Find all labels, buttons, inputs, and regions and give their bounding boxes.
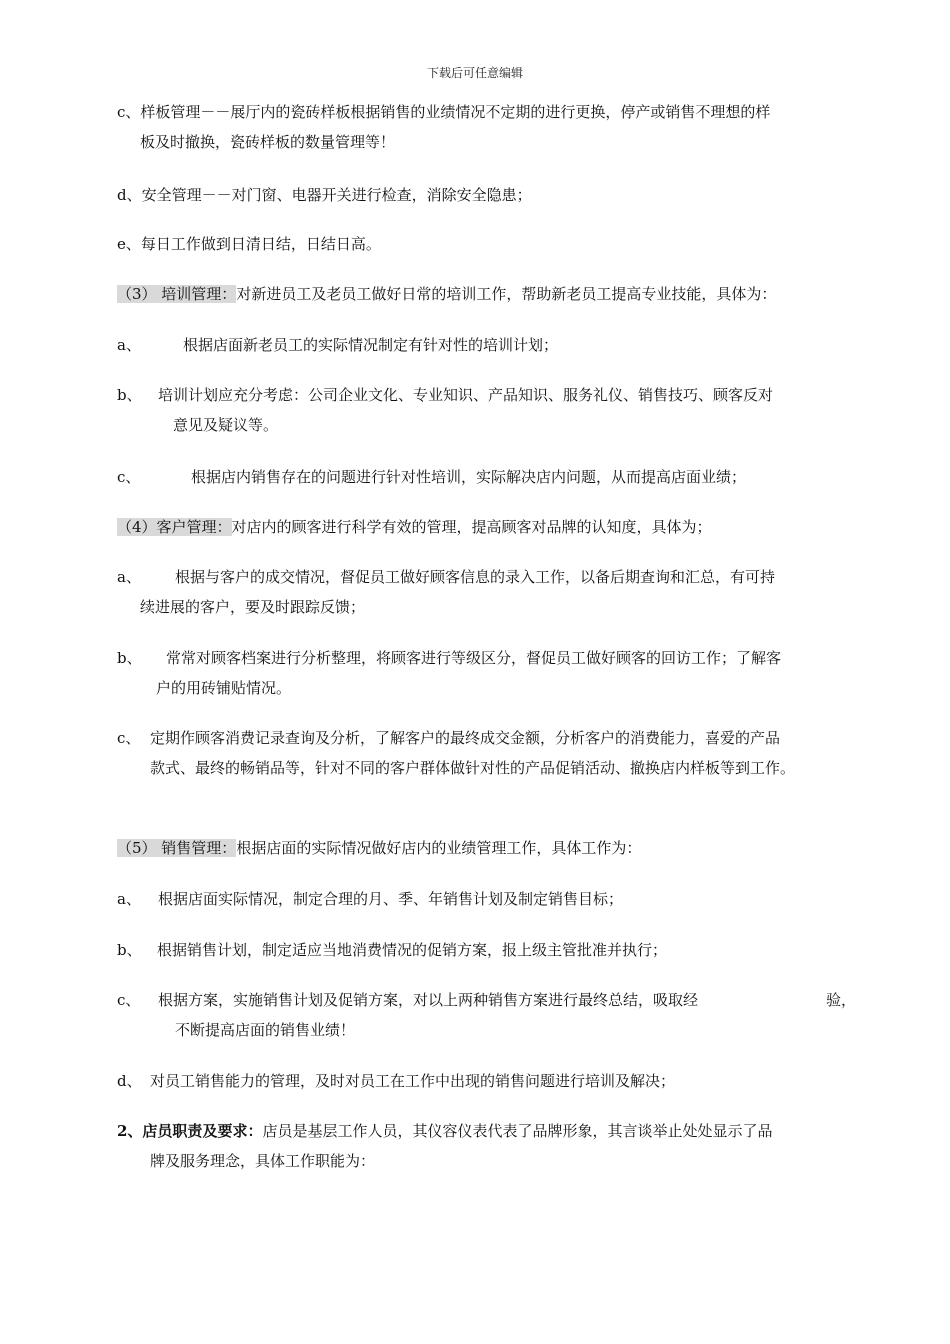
- list-item-cont: 意见及疑议等。: [173, 416, 279, 434]
- item-sample-management: [117, 97, 770, 127]
- list-marker: a、: [117, 890, 141, 908]
- section-customer: [117, 512, 712, 542]
- list-item-cont: 不断提高店面的销售业绩！: [175, 1021, 356, 1039]
- list-marker: c、: [117, 468, 141, 486]
- section-heading: （5） 销售管理：: [117, 839, 237, 857]
- section-text: 店员是基层工作人员，其仪容仪表代表了品牌形象，其言谈举止处处显示了品: [262, 1122, 773, 1140]
- section-text: 对店内的顾客进行科学有效的管理，提高顾客对品牌的认知度，具体为；: [231, 518, 712, 536]
- list-item: 培训计划应充分考虑：公司企业文化、专业知识、产品知识、服务礼仪、销售技巧、顾客反对: [158, 386, 774, 404]
- list-marker: b、: [117, 941, 142, 959]
- line: d、安全管理－－对门窗、电器开关进行检查，消除安全隐患；: [117, 186, 532, 204]
- item-daily-work: [117, 229, 381, 259]
- section-text: 根据店面的实际情况做好店内的业绩管理工作，具体工作为：: [236, 839, 642, 857]
- page-header: 下载后可任意编辑: [426, 66, 523, 80]
- list-item-tail: 验，: [826, 991, 857, 1009]
- list-marker: c、: [117, 729, 141, 747]
- list-item: 根据店面实际情况，制定合理的月、季、年销售计划及制定销售目标；: [158, 890, 624, 908]
- line: e、每日工作做到日清日结，日结日高。: [117, 235, 381, 253]
- list-marker: d、: [117, 1072, 142, 1090]
- list-item: 定期作顾客消费记录查询及分析，了解客户的最终成交金额，分析客户的消费能力，喜爱的产品: [150, 729, 781, 747]
- item-sample-management-cont: [140, 127, 395, 157]
- section-heading: （4）客户管理：: [117, 518, 232, 536]
- line: 板及时撤换，瓷砖样板的数量管理等！: [140, 133, 396, 151]
- list-item: 根据方案，实施销售计划及促销方案，对以上两种销售方案进行最终总结，吸取经: [158, 991, 699, 1009]
- list-item: 根据销售计划，制定适应当地消费情况的促销方案，报上级主管批准并执行；: [157, 941, 668, 959]
- list-item: 根据店面新老员工的实际情况制定有针对性的培训计划；: [183, 336, 559, 354]
- list-marker: b、: [117, 386, 142, 404]
- list-marker: b、: [117, 649, 142, 667]
- list-item: 对员工销售能力的管理，及时对员工在工作中出现的销售问题进行培训及解决；: [150, 1072, 676, 1090]
- section-sales: [117, 833, 641, 863]
- list-item: 根据与客户的成交情况，督促员工做好顾客信息的录入工作，以备后期查询和汇总，有可持: [175, 568, 776, 586]
- list-marker: a、: [117, 568, 141, 586]
- section-heading: （3） 培训管理：: [117, 285, 237, 303]
- line: c、样板管理－－展厅内的瓷砖样板根据销售的业绩情况不定期的进行更换，停产或销售不理想的样: [117, 103, 771, 121]
- list-item: 根据店内销售存在的问题进行针对性培训，实际解决店内问题，从而提高店面业绩；: [191, 468, 747, 486]
- list-item-cont: 续进展的客户，要及时跟踪反馈；: [140, 598, 366, 616]
- list-item-cont: 户的用砖铺贴情况。: [156, 679, 292, 697]
- item-safety-management: [117, 180, 532, 210]
- section-training: [117, 279, 776, 309]
- section-clerk-duties: [117, 1116, 772, 1146]
- list-marker: c、: [117, 991, 141, 1009]
- section-text-cont: 牌及服务理念，具体工作职能为：: [150, 1152, 376, 1170]
- list-item-cont: 款式、最终的畅销品等，针对不同的客户群体做针对性的产品促销活动、撤换店内样板等到工作。: [150, 759, 796, 777]
- list-marker: a、: [117, 336, 141, 354]
- section-text: 对新进员工及老员工做好日常的培训工作，帮助新老员工提高专业技能，具体为：: [236, 285, 777, 303]
- list-item: 常常对顾客档案进行分析整理，将顾客进行等级区分，督促员工做好顾客的回访工作；了解客: [166, 649, 782, 667]
- section-heading: 2、店员职责及要求：: [117, 1122, 263, 1140]
